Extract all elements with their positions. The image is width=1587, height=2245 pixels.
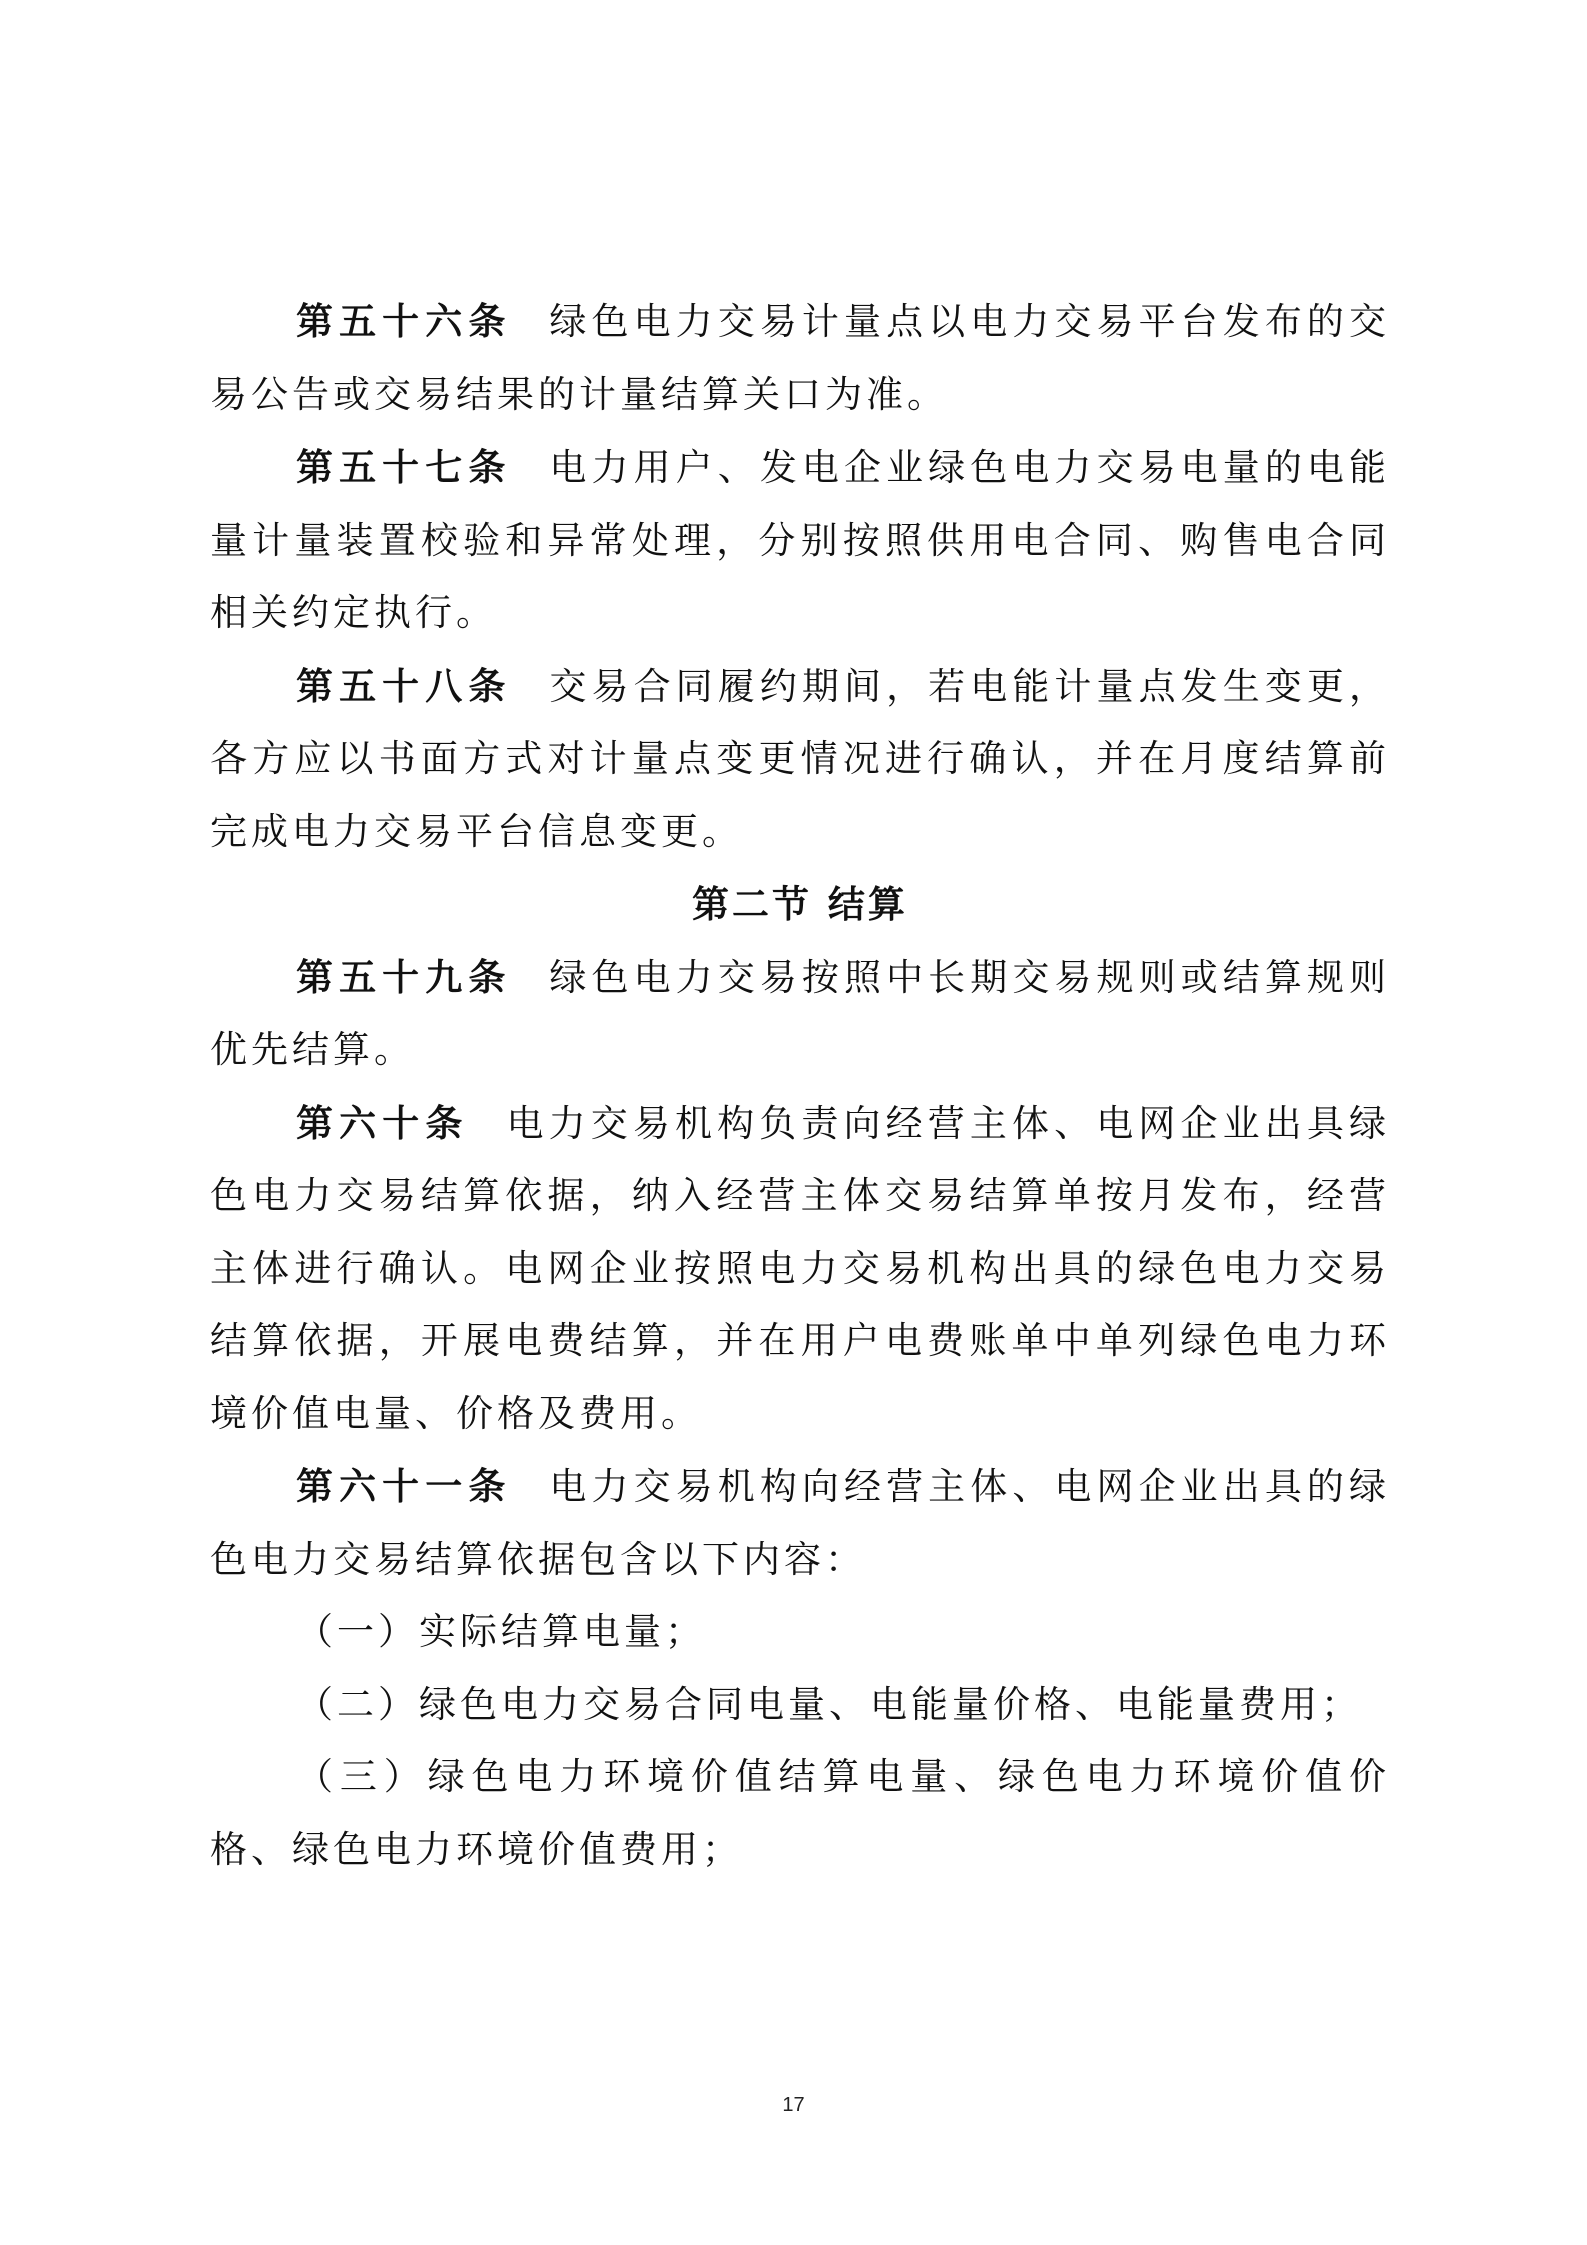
- document-body: [210, 285, 1390, 1886]
- article-59: [210, 941, 1390, 1087]
- article-label: 第五十九条: [296, 954, 512, 999]
- article-text: 电力用户、发电企业绿色电力交易电量的电能量计量装置校验和异常处理，分别按照供用电合同、购售电合同相关约定执行。: [210, 446, 1391, 634]
- page-number: 17: [782, 2094, 805, 2116]
- article-60: [210, 1087, 1390, 1451]
- article-text: 电力交易机构向经营主体、电网企业出具的绿色电力交易结算依据包含以下内容：: [210, 1465, 1391, 1581]
- article-text: 电力交易机构负责向经营主体、电网企业出具绿色电力交易结算依据，纳入经营主体交易结算单按月发布，经营主体进行确认。电网企业按照电力交易机构出具的绿色电力交易结算依据，开展电费结算，并在用户电费账单中单列绿色电力环境价值电量、价格及费用。: [210, 1101, 1390, 1435]
- section-title: 第二节 结算: [692, 882, 908, 926]
- article-57: [210, 431, 1390, 650]
- list-item: （一）实际结算电量；: [296, 1610, 706, 1653]
- article-58: [210, 650, 1390, 869]
- list-item: （二）绿色电力交易合同电量、电能量价格、电能量费用；: [296, 1682, 1362, 1726]
- article-label: 第五十六条: [296, 299, 512, 343]
- article-56: [210, 285, 1390, 431]
- article-text: 绿色电力交易按照中长期交易规则或结算规则优先结算。: [210, 955, 1391, 1071]
- article-61: [210, 1450, 1390, 1596]
- article-label: 第五十七条: [296, 445, 512, 489]
- article-text: 交易合同履约期间，若电能计量点发生变更，各方应以书面方式对计量点变更情况进行确认，并在月度结算前完成电力交易平台信息变更。: [210, 664, 1391, 853]
- article-label: 第五十八条: [296, 663, 512, 708]
- article-label: 第六十条: [296, 1100, 469, 1145]
- list-item: （三）绿色电力环境价值结算电量、绿色电力环境价值价格、绿色电力环境价值费用；: [210, 1755, 1390, 1871]
- article-text: 绿色电力交易计量点以电力交易平台发布的交易公告或交易结果的计量结算关口为准。: [210, 300, 1391, 416]
- article-label: 第六十一条: [296, 1464, 512, 1508]
